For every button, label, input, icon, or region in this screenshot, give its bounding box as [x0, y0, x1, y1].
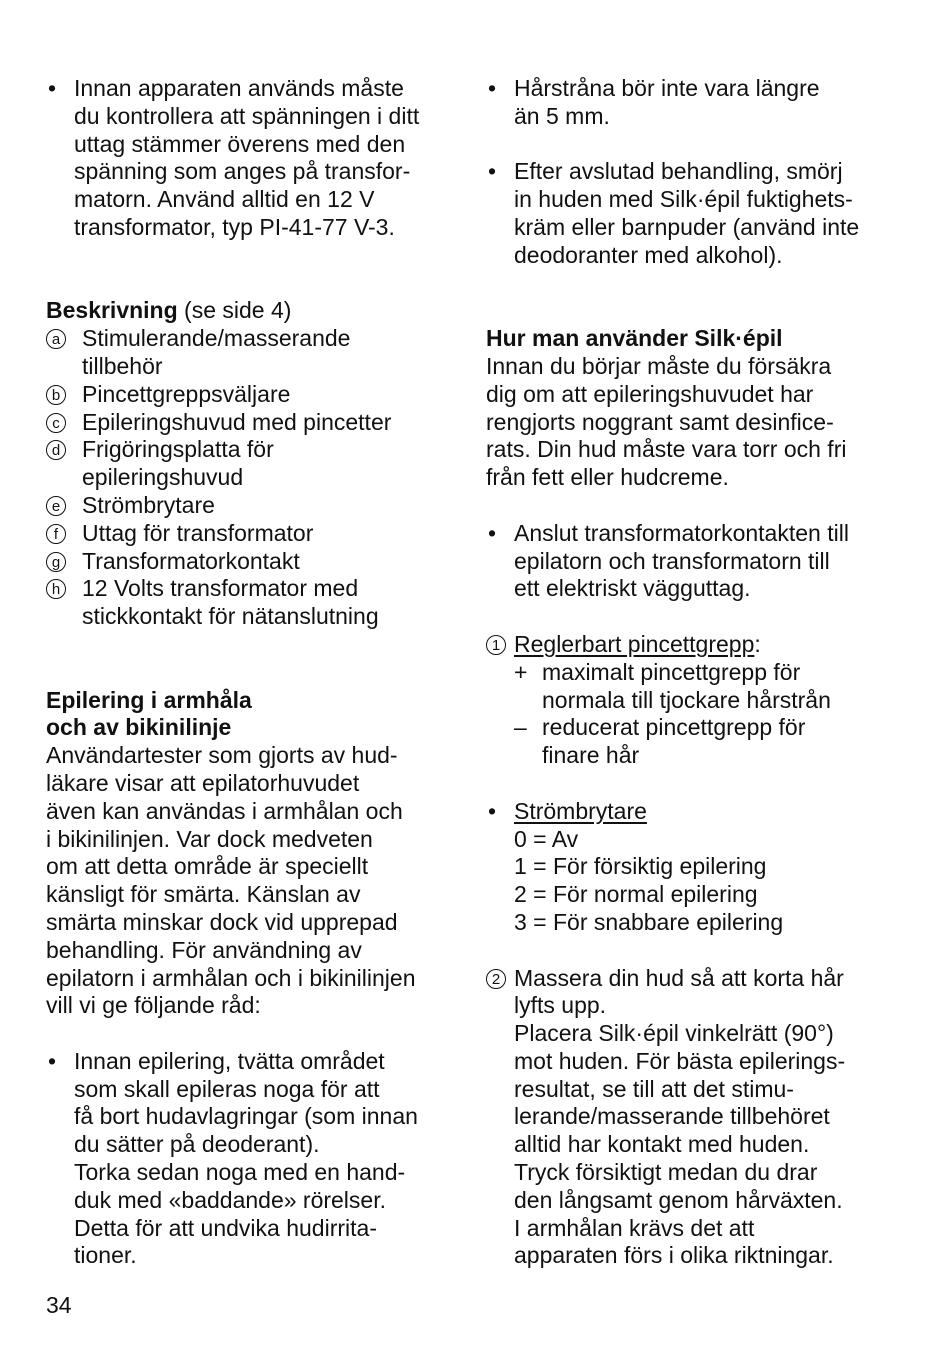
switch-title: Strömbrytare: [514, 797, 647, 824]
part-item: h 12 Volts transformator med stickkontakt för nätanslutning: [46, 575, 446, 631]
how-to-heading: Hur man använder Silk·épil: [486, 325, 783, 352]
bullet-marker: •: [48, 75, 57, 101]
option-minus: – reducerat pincettgrepp för finare hår: [514, 714, 806, 769]
line: Innan apparaten används måste: [74, 75, 404, 101]
page-number: 34: [46, 1292, 72, 1318]
bullet-marker: •: [488, 519, 497, 546]
part-item: b Pincettgreppsväljare: [46, 381, 446, 409]
bullet-marker: •: [48, 1047, 57, 1074]
bullet-marker: •: [488, 797, 497, 824]
line: matorn. Använd alltid en 12 V: [74, 186, 375, 213]
part-item: g Transformatorkontakt: [46, 548, 446, 576]
epilation-heading: och av bikinilinje: [46, 714, 232, 741]
bullet-marker: •: [488, 75, 497, 101]
part-item: d Frigöringsplatta för epileringshuvud: [46, 436, 446, 492]
line: transformator, typ PI-41-77 V-3.: [74, 213, 395, 240]
parts-list: [46, 325, 446, 631]
bullet-voltage-check: [46, 75, 446, 242]
right-column: [486, 75, 906, 1270]
line: du kontrollera att spänningen i ditt: [74, 102, 420, 129]
bullet-after-treatment: • Efter avslutad behandling, smörj in huden med Silk·épil fuktighets- kräm eller barnpuder (använd inte deodoranter med alkohol).: [488, 158, 860, 268]
epilation-text: Användartester som gjorts av hud- läkare visar att epilatorhuvudet även kan användas i armhålan och i bikinilinjen. Var dock medveten om att detta område är speciellt känsligt för smärta. Känslan av smärta minskar dock vid upprepad behandling. För användning av epilatorn i armhålan och i bikinilinjen vill vi ge följande råd:: [46, 742, 416, 1019]
bullet-wash-area: • Innan epilering, tvätta området som skall epileras noga för att få bort hudavlagringar (som innan du sätter på deoderant). Torka sedan noga med en hand- duk med «baddande» rörelser. Detta för att undvika hudirrita- tioner.: [48, 1047, 418, 1269]
bullet-hair-length: • Hårstråna bör inte vara längre än 5 mm.: [488, 75, 820, 129]
how-to-text: Innan du börjar måste du försäkra dig om att epileringshuvudet har rengjorts noggrant samt desinfice- rats. Din hud måste vara torr och fri från fett eller hudcreme.: [486, 352, 847, 491]
description-heading: Beskrivning (se side 4): [46, 297, 292, 324]
part-item: c Epileringshuvud med pincetter: [46, 409, 446, 437]
line: uttag stämmer överens med den: [74, 130, 406, 157]
step-2: 2 Massera din hud så att korta hår lyfts upp. Placera Silk·épil vinkelrätt (90°) mot huden. För bästa epilerings- resultat, se till att det stimu- lerande/masserande tillbehöret alltid har kontakt med huden. Tryck försiktigt medan du drar den långsamt genom hårväxten. I armhålan krävs det att apparaten förs i olika riktningar.: [486, 965, 906, 1271]
bullet-switch: • Strömbrytare 0 = Av 1 = För försiktig epilering 2 = För normal epilering 3 = För snabbare epilering: [488, 797, 784, 935]
part-item: a Stimulerande/masserande tillbehör: [46, 325, 446, 381]
epilation-heading: Epilering i armhåla: [46, 686, 252, 713]
line: spänning som anges på transfor-: [74, 158, 411, 185]
part-item: f Uttag för transformator: [46, 520, 446, 548]
left-column: [46, 75, 446, 1270]
step-number: 2: [486, 969, 506, 989]
step-1-title: Reglerbart pincettgrepp: [514, 630, 755, 657]
step-number: 1: [486, 635, 506, 655]
option-plus: + maximalt pincettgrepp för normala till tjockare hårstrån: [514, 658, 831, 713]
bullet-marker: •: [488, 158, 497, 185]
bullet-connect: • Anslut transformatorkontakten till epilatorn och transformatorn till ett elektriskt vägguttag.: [488, 519, 849, 602]
step-1: 1 Reglerbart pincettgrepp:: [486, 631, 906, 659]
part-item: e Strömbrytare: [46, 492, 446, 520]
